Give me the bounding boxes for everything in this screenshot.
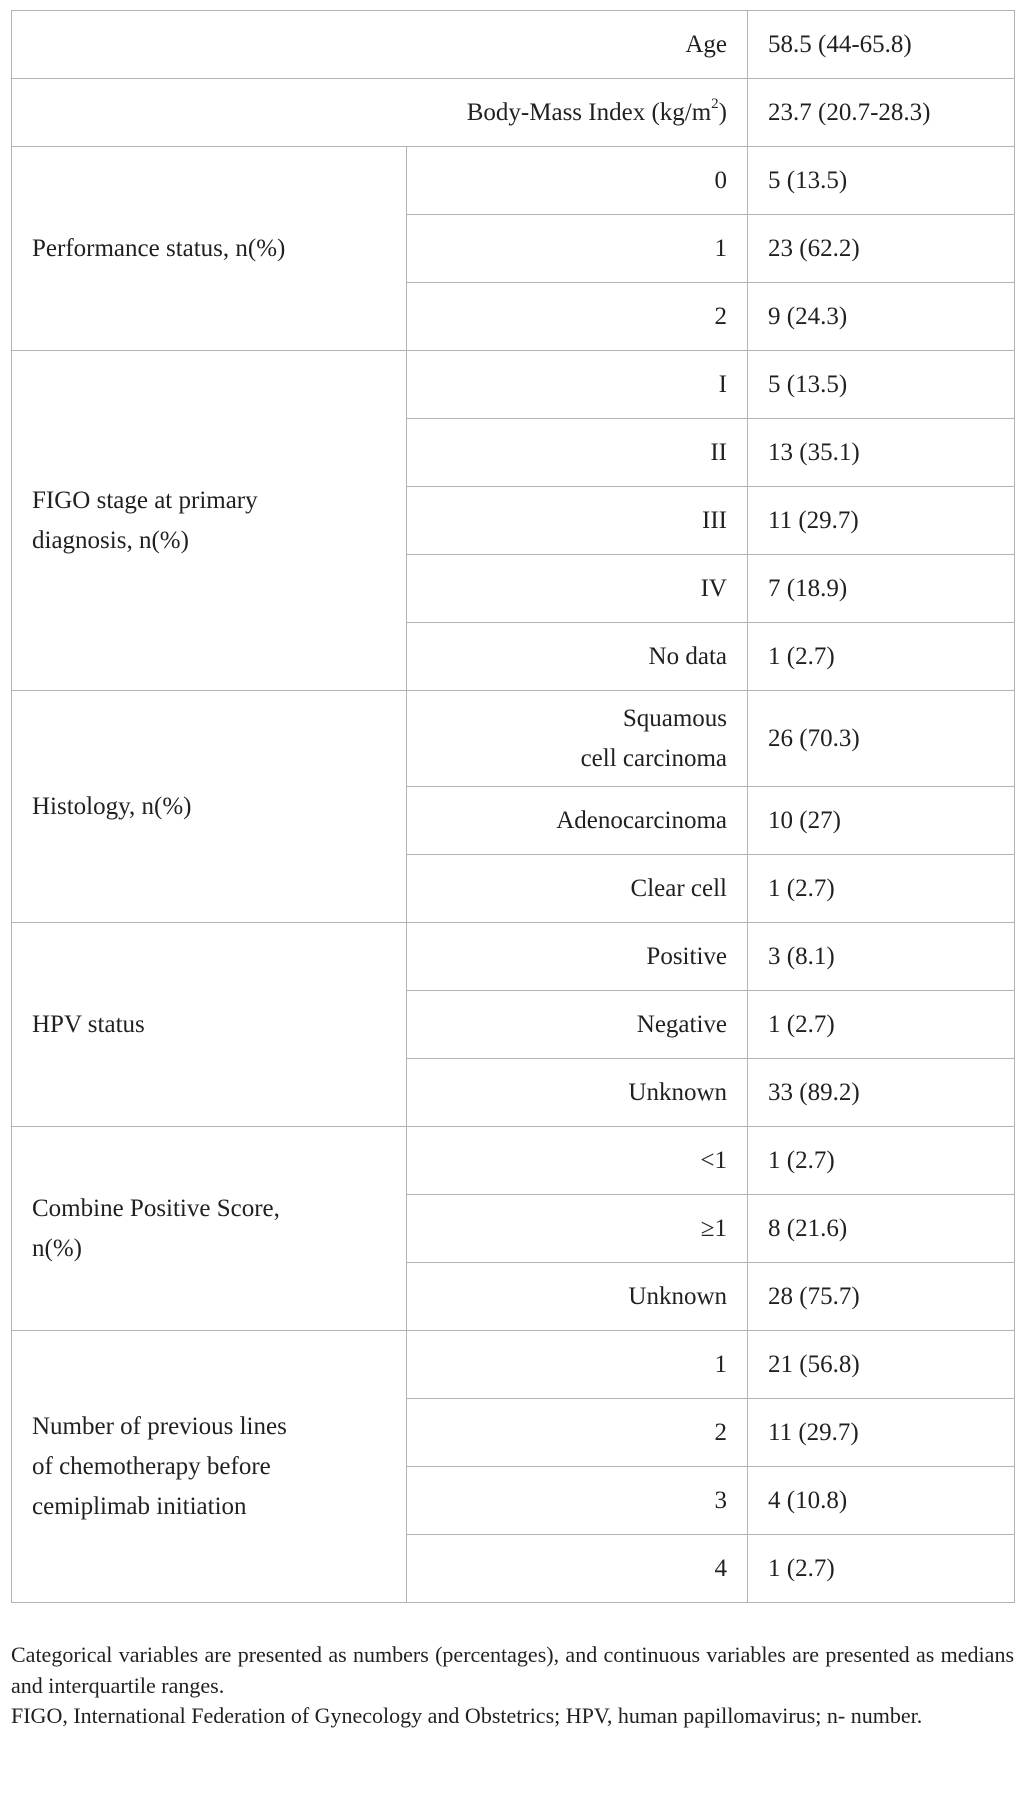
bmi-label-close: )	[718, 98, 727, 126]
histology-category-line1: Squamous	[622, 704, 727, 732]
value-cell: 1 (2.7)	[748, 1127, 1015, 1195]
value-cell: 28 (75.7)	[748, 1263, 1015, 1331]
category-cell: II	[407, 419, 748, 487]
value-cell: 1 (2.7)	[748, 855, 1015, 923]
category-cell: Negative	[407, 991, 748, 1059]
category-cell: Adenocarcinoma	[407, 787, 748, 855]
histology-category-line2: cell carcinoma	[580, 744, 727, 772]
value-cell: 1 (2.7)	[748, 1535, 1015, 1603]
category-cell: III	[407, 487, 748, 555]
table-row	[12, 147, 1015, 215]
category-cell: Positive	[407, 923, 748, 991]
category-cell: 1	[407, 1331, 748, 1399]
value-cell: 3 (8.1)	[748, 923, 1015, 991]
group-label-combine-positive-score	[12, 1127, 407, 1331]
category-cell: 2	[407, 283, 748, 351]
bmi-label-superscript: 2	[711, 96, 719, 113]
table-row	[12, 1331, 1015, 1399]
value-cell: 13 (35.1)	[748, 419, 1015, 487]
value-cell: 10 (27)	[748, 787, 1015, 855]
value-cell: 33 (89.2)	[748, 1059, 1015, 1127]
group-label-performance-status: Performance status, n(%)	[12, 147, 407, 351]
value-cell: 1 (2.7)	[748, 623, 1015, 691]
group-label-histology: Histology, n(%)	[12, 691, 407, 923]
bmi-label-text: Body-Mass Index (kg/m	[466, 98, 712, 126]
value-cell: 7 (18.9)	[748, 555, 1015, 623]
row-label-age: Age	[12, 11, 748, 79]
lines-label-line2: of chemotherapy before	[32, 1452, 271, 1480]
cps-label-line2: n(%)	[32, 1234, 82, 1262]
table-footnotes	[11, 1640, 1014, 1732]
footnote-abbreviations: FIGO, International Federation of Gynecology and Obstetrics; HPV, human papillomavirus; n- number.	[11, 1703, 923, 1728]
lines-label-line1: Number of previous lines	[32, 1412, 287, 1440]
category-cell: 1	[407, 215, 748, 283]
figo-label-line1: FIGO stage at primary	[32, 486, 258, 514]
value-cell: 9 (24.3)	[748, 283, 1015, 351]
figo-label-line2: diagnosis, n(%)	[32, 526, 189, 554]
value-cell: 5 (13.5)	[748, 351, 1015, 419]
value-cell: 11 (29.7)	[748, 487, 1015, 555]
category-cell: <1	[407, 1127, 748, 1195]
category-cell: 0	[407, 147, 748, 215]
value-cell: 11 (29.7)	[748, 1399, 1015, 1467]
group-label-previous-lines	[12, 1331, 407, 1603]
value-cell: 5 (13.5)	[748, 147, 1015, 215]
category-cell: 4	[407, 1535, 748, 1603]
cps-label-line1: Combine Positive Score,	[32, 1194, 280, 1222]
category-cell: Unknown	[407, 1263, 748, 1331]
value-cell: 4 (10.8)	[748, 1467, 1015, 1535]
value-cell: 21 (56.8)	[748, 1331, 1015, 1399]
category-cell: 3	[407, 1467, 748, 1535]
characteristics-table	[11, 10, 1015, 1603]
table-row	[12, 923, 1015, 991]
characteristics-table-container	[11, 10, 1014, 1603]
category-cell: IV	[407, 555, 748, 623]
category-cell: I	[407, 351, 748, 419]
row-label-bmi	[12, 79, 748, 147]
category-cell: ≥1	[407, 1195, 748, 1263]
value-cell: 26 (70.3)	[748, 691, 1015, 787]
row-value-bmi: 23.7 (20.7-28.3)	[748, 79, 1015, 147]
table-row-age	[12, 11, 1015, 79]
group-label-figo-stage	[12, 351, 407, 691]
row-value-age: 58.5 (44-65.8)	[748, 11, 1015, 79]
category-cell: Unknown	[407, 1059, 748, 1127]
lines-label-line3: cemiplimab initiation	[32, 1492, 247, 1520]
table-row	[12, 351, 1015, 419]
category-cell	[407, 691, 748, 787]
table-row-bmi	[12, 79, 1015, 147]
table-row	[12, 1127, 1015, 1195]
value-cell: 1 (2.7)	[748, 991, 1015, 1059]
value-cell: 8 (21.6)	[748, 1195, 1015, 1263]
table-row	[12, 691, 1015, 787]
category-cell: No data	[407, 623, 748, 691]
category-cell: 2	[407, 1399, 748, 1467]
value-cell: 23 (62.2)	[748, 215, 1015, 283]
category-cell: Clear cell	[407, 855, 748, 923]
group-label-hpv-status: HPV status	[12, 923, 407, 1127]
footnote-variables: Categorical variables are presented as numbers (percentages), and continuous variables are presented as medians and interquartile ranges.	[11, 1642, 1014, 1698]
